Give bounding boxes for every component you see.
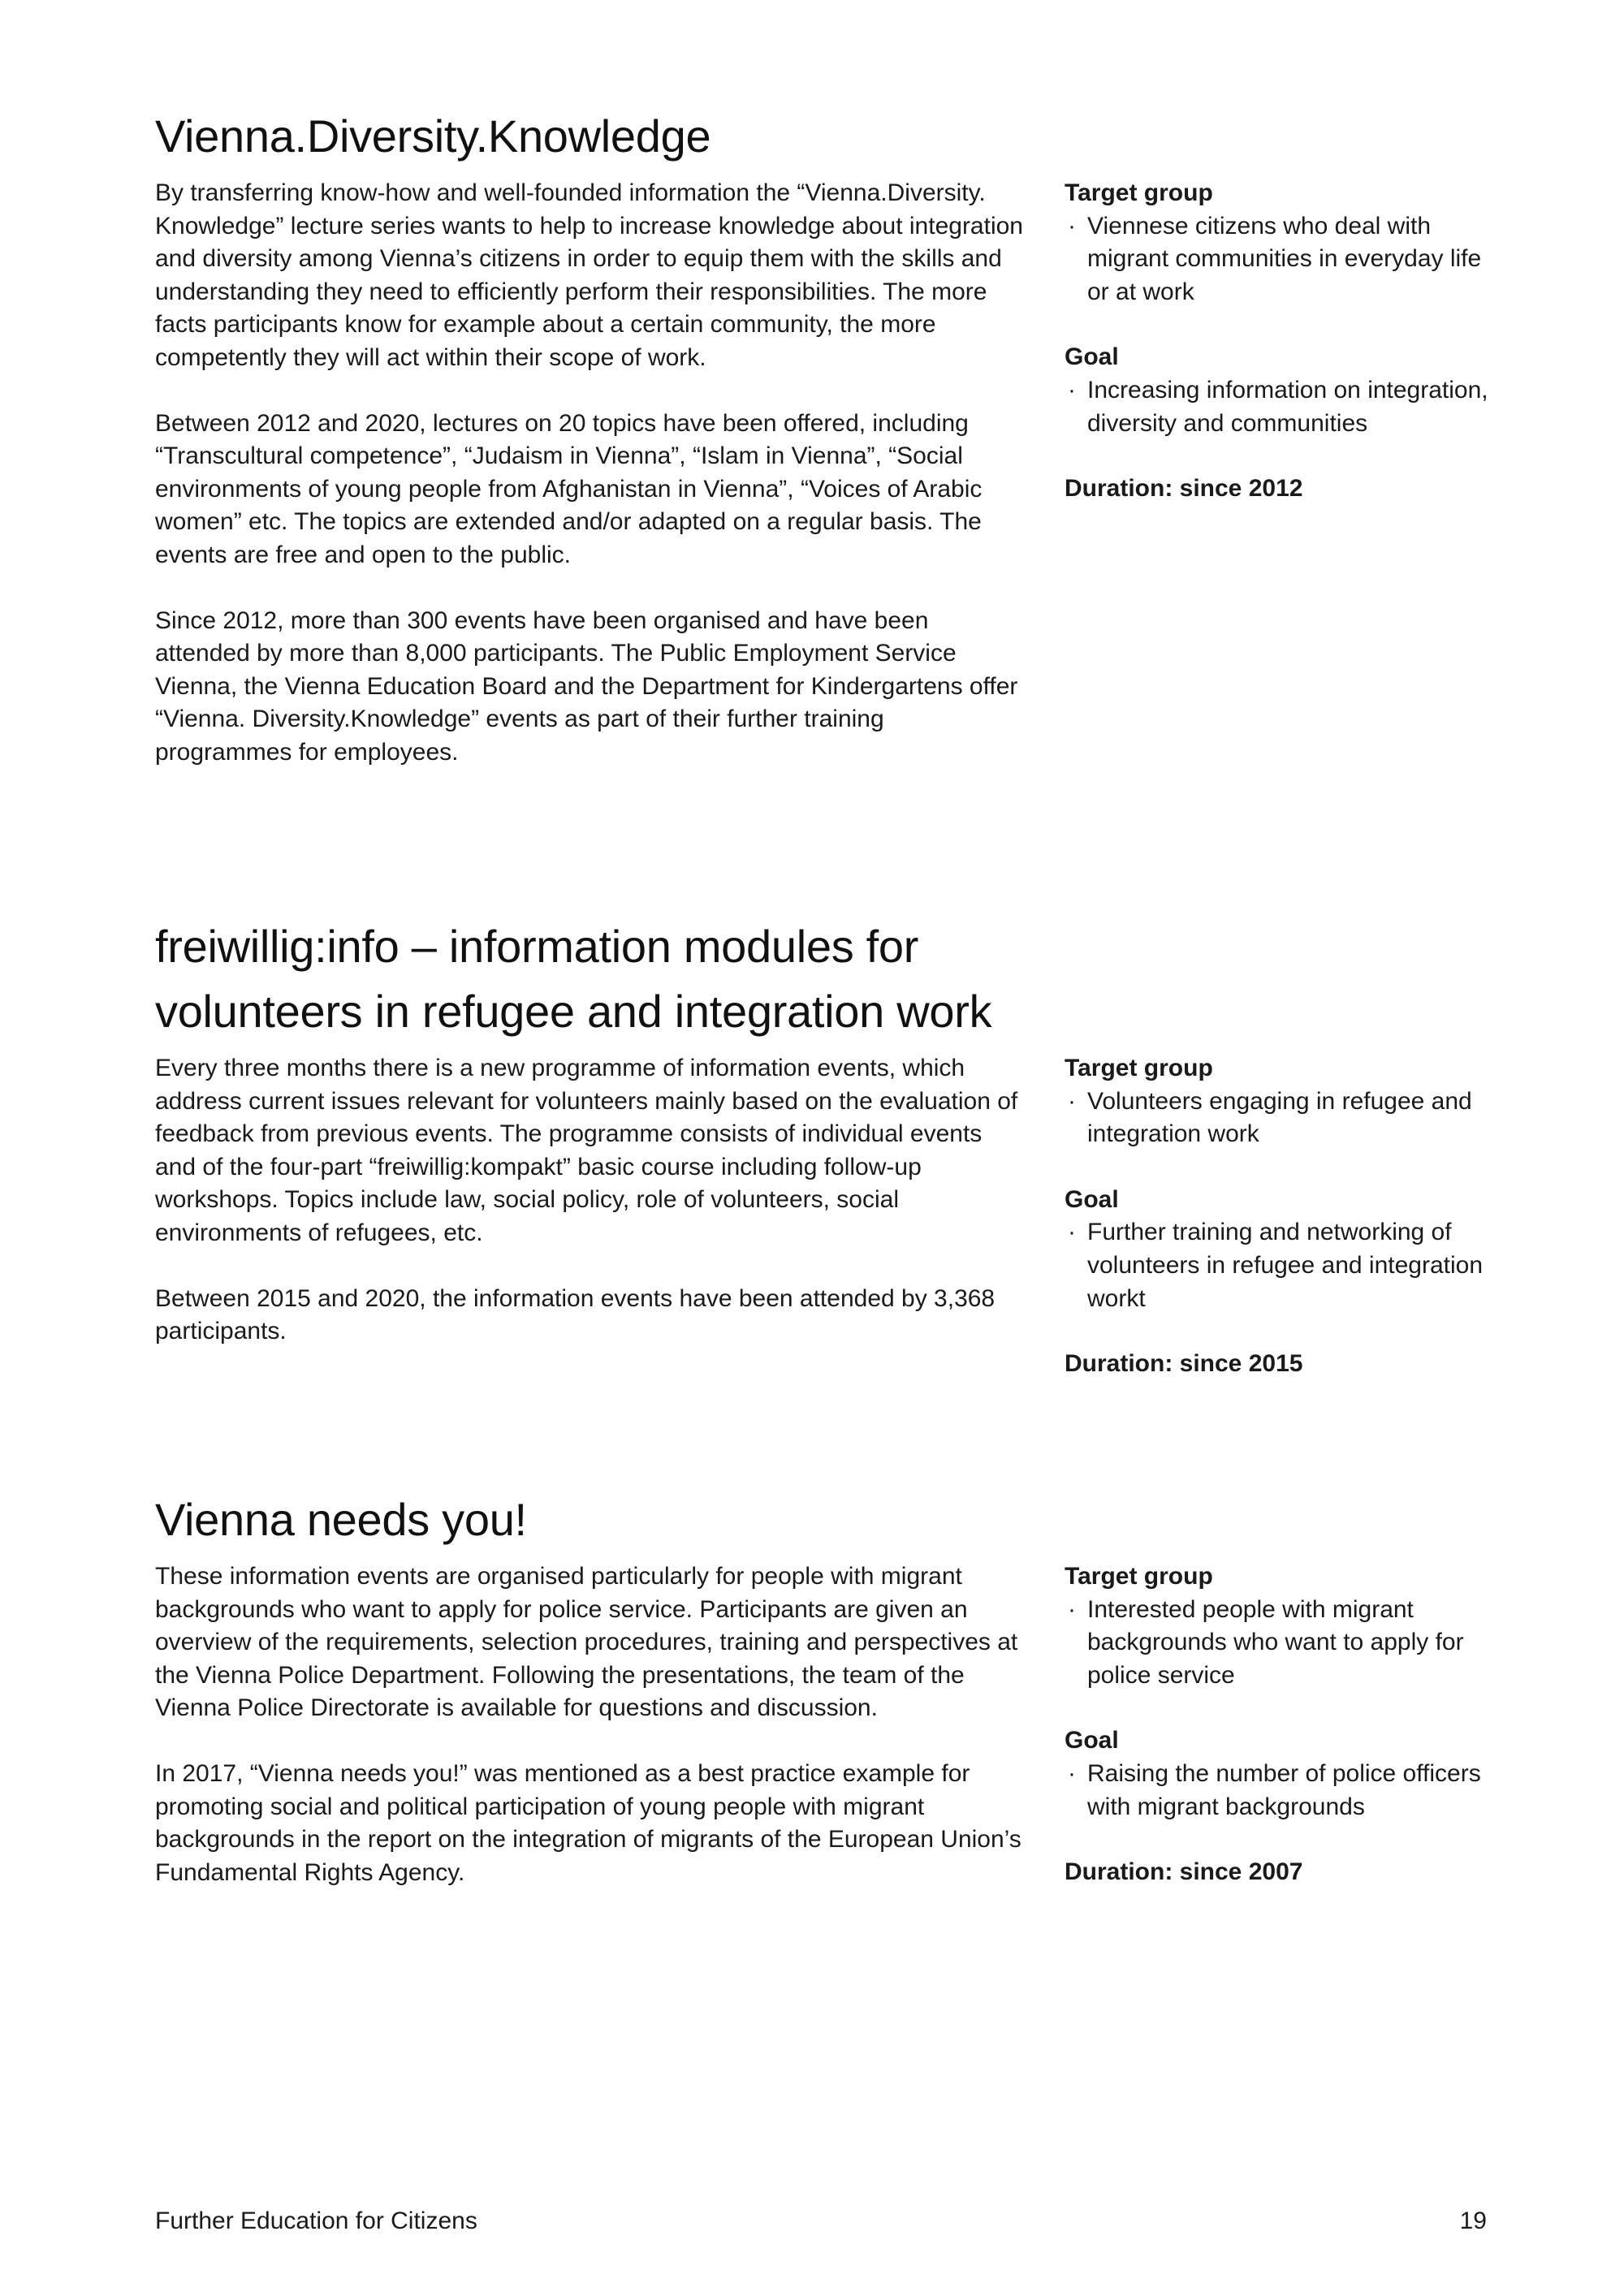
section-body bbox=[155, 177, 1026, 770]
paragraph: In 2017, “Vienna needs you!” was mentioned as a best practice example for promoting social and political participation of young people with migrant backgrounds in the report on the integration of migrants of the European Union’s Fundamental Rights Agency. bbox=[155, 1759, 1021, 1886]
section-sidebar bbox=[1065, 1052, 1495, 1381]
section-title: freiwillig:info – information modules for volunteers in refugee and integration work bbox=[155, 921, 992, 1037]
list-item-text: Volunteers engaging in refugee and integration work bbox=[1087, 1087, 1472, 1148]
list-item-text: Further training and networking of volunteers in refugee and integration workt bbox=[1087, 1219, 1484, 1312]
bullet-icon: · bbox=[1068, 1087, 1076, 1115]
bullet-icon: · bbox=[1068, 1219, 1076, 1246]
duration: Duration: since 2012 bbox=[1065, 475, 1303, 503]
duration: Duration: since 2015 bbox=[1065, 1350, 1303, 1378]
paragraph: These information events are organised particularly for people with migrant backgrounds who want to apply for police service. Participants are given an overview of the requirements, selection procedures, training and perspectives at the Vienna Police Department. Following the presentations, the team of the Vienna Police Directorate is available for questions and discussion. bbox=[155, 1563, 1018, 1722]
paragraph: Every three months there is a new programme of information events, which address current issues relevant for volunteers mainly based on the evaluation of feedback from previous events. The programme consists of individual events and of the four-part “freiwillig:kompakt” basic course including follow-up workshops. Topics include law, social policy, role of volunteers, social environments of refugees, etc. bbox=[155, 1055, 1018, 1246]
goal-label: Goal bbox=[1065, 343, 1119, 371]
section-title: Vienna needs you! bbox=[155, 1494, 527, 1545]
duration: Duration: since 2007 bbox=[1065, 1858, 1303, 1886]
paragraph: Between 2012 and 2020, lectures on 20 topics have been offered, including “Transcultural competence”, “Judaism in Vienna”, “Islam in Vienna”, “Social environments of young people from Afghanistan in Vienna”, “Voices of Arabic women” etc. The topics are extended and/or adapted on a regular basis. The events are free and open to the public. bbox=[155, 409, 983, 568]
section-vienna-needs-you bbox=[155, 1487, 1487, 1886]
target-group-label: Target group bbox=[1065, 1563, 1213, 1590]
list-item bbox=[1065, 1758, 1495, 1823]
target-group-list bbox=[1065, 210, 1495, 309]
bullet-icon: · bbox=[1068, 1595, 1076, 1623]
target-group-list bbox=[1065, 1594, 1495, 1693]
list-item-text: Increasing information on integration, diversity and communities bbox=[1087, 376, 1488, 437]
goal-list bbox=[1065, 374, 1495, 440]
list-item bbox=[1065, 374, 1495, 440]
list-item bbox=[1065, 1594, 1495, 1693]
section-sidebar bbox=[1065, 1560, 1495, 1889]
target-group-list bbox=[1065, 1085, 1495, 1151]
list-item-text: Interested people with migrant backgrounds who want to apply for police service bbox=[1087, 1595, 1464, 1689]
section-vienna-diversity-knowledge bbox=[155, 104, 1488, 766]
goal-label: Goal bbox=[1065, 1727, 1119, 1754]
goal-label: Goal bbox=[1065, 1185, 1119, 1213]
section-freiwillig-info bbox=[155, 914, 1487, 1378]
section-body bbox=[155, 1560, 1026, 1889]
section-sidebar bbox=[1065, 177, 1495, 506]
page-number: 19 bbox=[1459, 2208, 1487, 2234]
list-item bbox=[1065, 1085, 1495, 1151]
target-group-label: Target group bbox=[1065, 179, 1213, 206]
list-item-text: Raising the number of police officers with migrant backgrounds bbox=[1087, 1759, 1481, 1820]
bullet-icon: · bbox=[1068, 212, 1076, 240]
section-body bbox=[155, 1052, 1026, 1349]
paragraph: Since 2012, more than 300 events have been organised and have been attended by more than 8,000 participants. The Public Employment Service Vienna, the Vienna Education Board and the Department for Kindergartens offer “Vienna. Diversity.Knowledge” events as part of their further training programmes for employees. bbox=[155, 606, 1018, 766]
list-item-text: Viennese citizens who deal with migrant communities in everyday life or at work bbox=[1087, 212, 1482, 305]
list-item bbox=[1065, 210, 1495, 309]
paragraph: By transferring know-how and well-founded information the “Vienna.Diversity. Knowledge” lecture series wants to help to increase knowledge about integration and diversity among Vienna’s citizens in order to equip them with the skills and understanding they need to efficiently perform their responsibilities. The more facts participants know for example about a certain community, the more competently they will act within their scope of work. bbox=[155, 179, 1023, 371]
paragraph: Between 2015 and 2020, the information events have been attended by 3,368 participants. bbox=[155, 1284, 996, 1345]
goal-list bbox=[1065, 1216, 1495, 1315]
bullet-icon: · bbox=[1068, 1759, 1076, 1787]
list-item bbox=[1065, 1216, 1495, 1315]
bullet-icon: · bbox=[1068, 376, 1076, 404]
target-group-label: Target group bbox=[1065, 1055, 1213, 1081]
section-title: Vienna.Diversity.Knowledge bbox=[155, 110, 711, 162]
footer-chapter-title: Further Education for Citizens bbox=[155, 2208, 477, 2234]
goal-list bbox=[1065, 1758, 1495, 1823]
